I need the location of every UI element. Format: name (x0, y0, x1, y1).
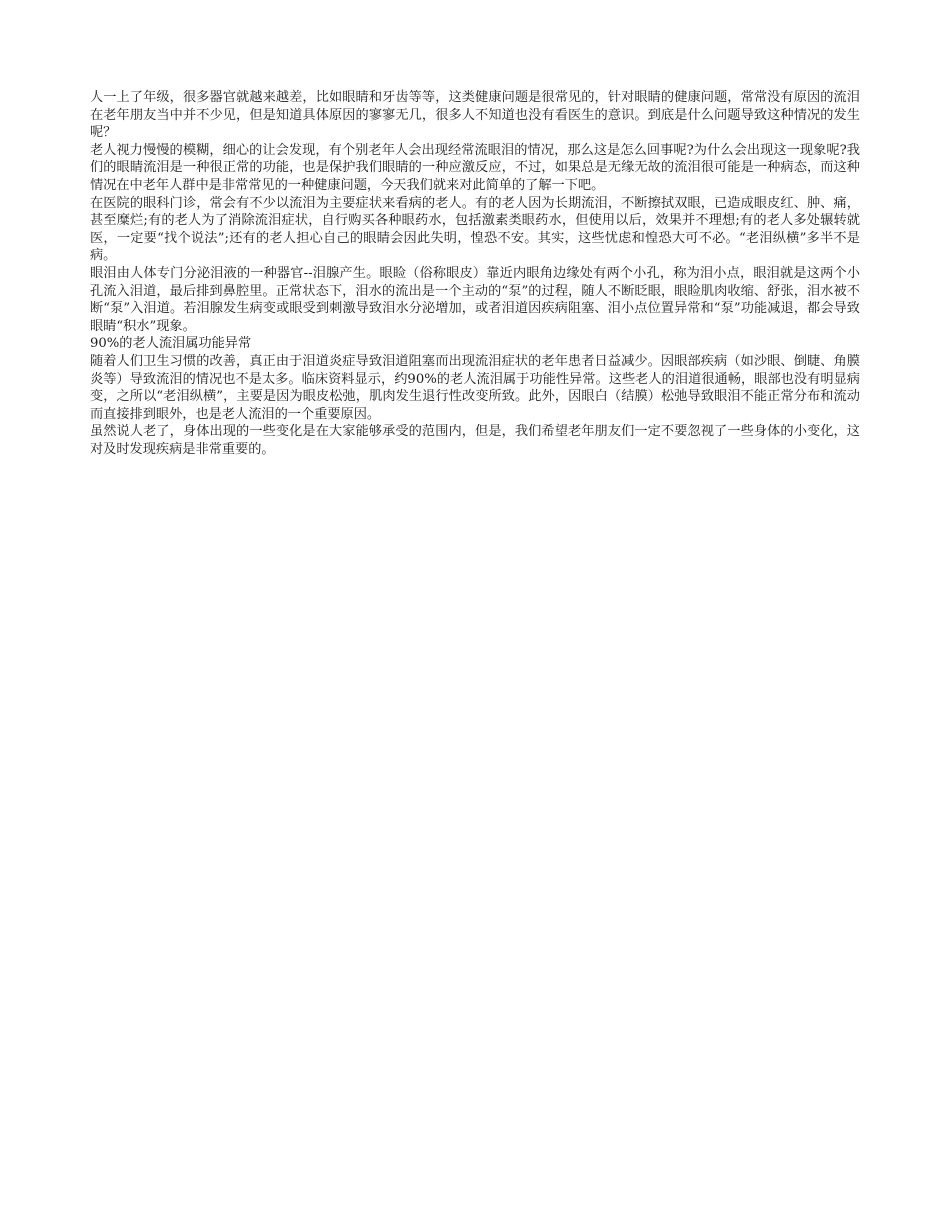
paragraph-blurred-vision: 老人视力慢慢的模糊，细心的让会发现，有个别老年人会出现经常流眼泪的情况，那么这是怎么回事呢?为什么会出现这一现象呢?我们的眼睛流泪是一种很正常的功能，也是保护我们眼睛的一种应激反应，不过，如果总是无缘无故的流泪很可能是一种病态，而这种情况在中老年人群中是非常常见的一种健康问题，今天我们就来对此简单的了解一下吧。 (90, 142, 860, 193)
section-heading: 90%的老人流泪属功能异常 (90, 336, 252, 352)
paragraph-tear-gland: 眼泪由人体专门分泌泪液的一种器官--泪腺产生。眼睑（俗称眼皮）靠近内眼角边缘处有两个小孔，称为泪小点，眼泪就是这两个小孔流入泪道，最后排到鼻腔里。正常状态下，泪水的流出是一个主动的“泵”的过程，随人不断眨眼，眼睑肌肉收缩、舒张，泪水被不断“泵”入泪道。若泪腺发生病变或眼受到刺激导致泪水分泌增加，或者泪道因疾病阻塞、泪小点位置异常和“泵”功能减退，都会导致眼睛“积水”现象。 (90, 265, 860, 334)
paragraph-clinic: 在医院的眼科门诊，常会有不少以流泪为主要症状来看病的老人。有的老人因为长期流泪，不断擦拭双眼，已造成眼皮红、肿、痛，甚至糜烂;有的老人为了消除流泪症状，自行购买各种眼药水，包括激素类眼药水，但使用以后，效果并不理想;有的老人多处辗转就医，一定要“找个说法”;还有的老人担心自己的眼睛会因此失明，惶恐不安。其实，这些忧虑和惶恐大可不必。“老泪纵横”多半不是病。 (90, 195, 860, 264)
paragraph-conclusion: 虽然说人老了，身体出现的一些变化是在大家能够承受的范围内，但是，我们希望老年朋友们一定不要忽视了一些身体的小变化，这对及时发现疾病是非常重要的。 (90, 424, 860, 457)
paragraph-intro: 人一上了年级，很多器官就越来越差，比如眼睛和牙齿等等，这类健康问题是很常见的，针对眼睛的健康问题，常常没有原因的流泪在老年朋友当中并不少见，但是知道具体原因的寥寥无几，很多人不知道也没有看医生的意识。到底是什么问题导致这种情况的发生呢？ (90, 90, 860, 141)
paragraph-functional-abnormality: 随着人们卫生习惯的改善，真正由于泪道炎症导致泪道阻塞而出现流泪症状的老年患者日益减少。因眼部疾病（如沙眼、倒睫、角膜炎等）导致流泪的情况也不是太多。临床资料显示，约90%的老人流泪属于功能性异常。这些老人的泪道很通畅，眼部也没有明显病变，之所以“老泪纵横”，主要是因为眼皮松弛，肌肉发生退行性改变所致。此外，因眼白（结膜）松弛导致眼泪不能正常分布和流动而直接排到眼外，也是老人流泪的一个重要原因。 (90, 353, 860, 422)
document-body (90, 89, 860, 458)
